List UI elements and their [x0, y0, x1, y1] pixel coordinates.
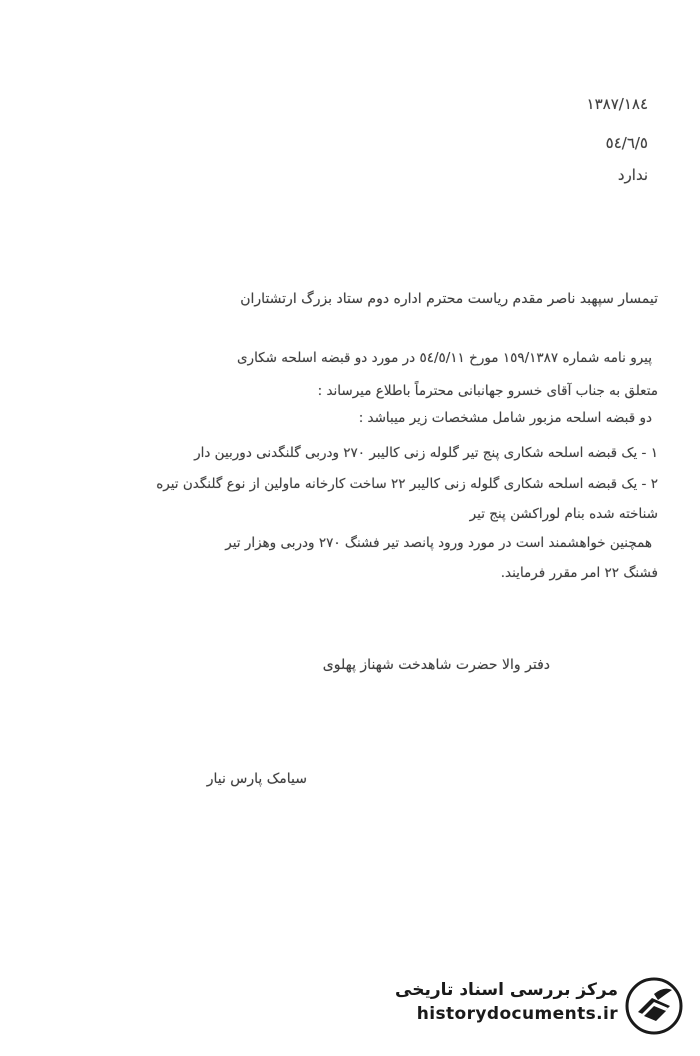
signature: سیامک پارس نیار [206, 771, 307, 787]
archive-url: historydocuments.ir [416, 1004, 618, 1024]
office-line: دفتر والا حضرت شاهدخت شهناز پهلوی [322, 657, 550, 673]
body-line: ٢ - یک قبضه اسلحه شکاری گلوله زنی کالیبر ٢٢ ساخت کارخانه ماولین از نوع گلنگدن تیره [156, 476, 658, 492]
body-line: دو قبضه اسلحه مزبور شامل مشخصات زیر میباشد : [358, 410, 652, 426]
body-line: همچنین خواهشمند است در مورد ورود پانصد تیر فشنگ ٢٧٠ ودربی وهزار تیر [225, 535, 652, 551]
attachment-note: ندارد [617, 166, 648, 184]
body-line: پیرو نامه شماره ١٥٩/١٣٨٧ مورخ ٥٤/٥/١١ در مورد دو قبضه اسلحه شکاری [236, 350, 652, 366]
body-line: شناخته شده بنام لوراکشن پنج تیر [469, 506, 658, 522]
salutation: تیمسار سپهبد ناصر مقدم ریاست محترم اداره دوم ستاد بزرگ ارتشتاران [240, 291, 658, 307]
archive-title: مرکز بررسی اسناد تاریخی [395, 980, 618, 1000]
body-line: فشنگ ٢٢ امر مقرر فرمایند. [500, 565, 658, 581]
body-line: متعلق به جناب آقای خسرو جهانبانی محترماً باطلاع میرساند : [317, 383, 658, 399]
reference-number: ١٣٨٧/١٨٤ [586, 95, 648, 113]
watermark-footer [388, 976, 688, 1042]
letter-date: ٥٤/٦/٥ [605, 134, 648, 152]
book-quill-logo-icon [624, 976, 684, 1036]
body-line: ١ - یک قبضه اسلحه شکاری پنج تیر گلوله زنی کالیبر ٢٧٠ ودربی گلنگدنی دوربین دار [194, 445, 658, 461]
